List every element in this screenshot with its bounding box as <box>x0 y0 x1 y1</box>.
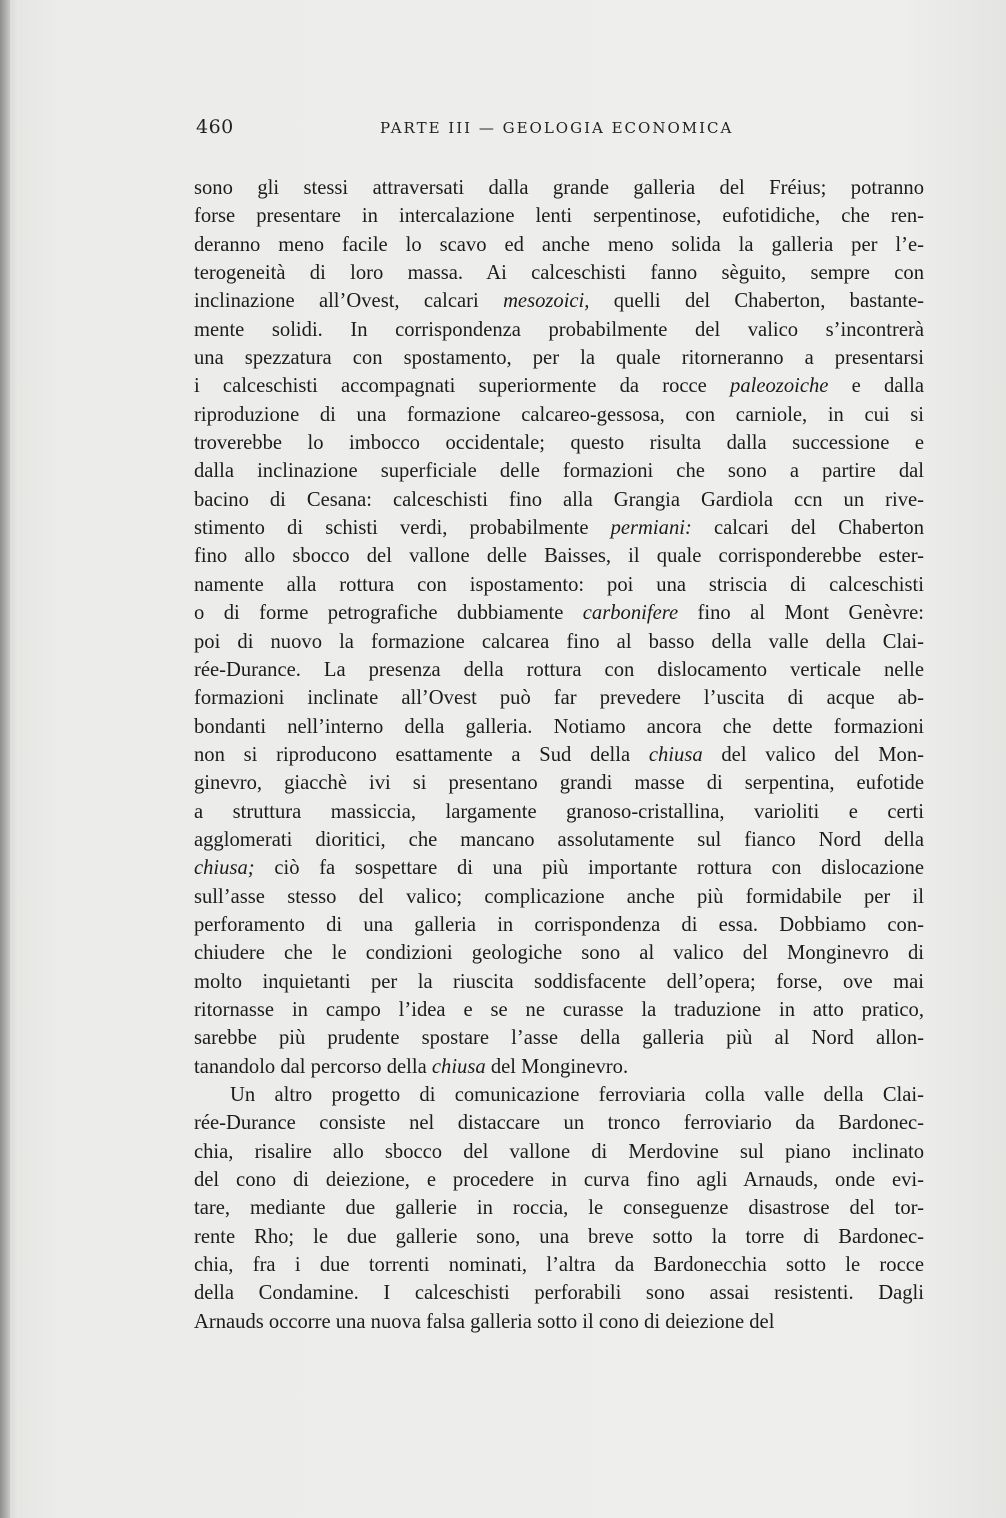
line-text: fino al Mont Genèvre: <box>678 602 924 625</box>
italic-term: carbonifere <box>582 602 679 625</box>
text-line <box>194 457 924 485</box>
text-line <box>194 599 924 627</box>
line-text: bacino di Cesana: calceschisti fino alla Grangia Gardiola ccn un rive- <box>194 488 924 511</box>
line-text: del valico del Mon- <box>702 743 924 766</box>
text-line <box>194 713 924 741</box>
line-text: stimento di schisti verdi, probabilmente <box>194 517 611 540</box>
text-line <box>194 401 924 429</box>
text-line <box>194 883 924 911</box>
line-text: calcari del Chaberton <box>691 517 924 540</box>
line-text: fino allo sbocco del vallone delle Baisses, il quale corrisponderebbe ester- <box>194 545 924 568</box>
line-text: sono gli stessi attraversati dalla grande galleria del Fréius; potranno <box>194 177 924 199</box>
text-line <box>194 656 924 684</box>
text-line <box>194 1251 924 1279</box>
text-line <box>194 1308 924 1336</box>
text-line <box>194 684 924 712</box>
text-line <box>194 826 924 854</box>
line-text: rente Rho; le due gallerie sono, una breve sotto la torre di Bardonec- <box>194 1225 924 1248</box>
text-line <box>194 429 924 457</box>
italic-term: chiusa <box>431 1055 486 1078</box>
line-text: a struttura massiccia, largamente granoso-cristallina, varioliti e certi <box>194 800 924 823</box>
text-line <box>194 1024 924 1052</box>
text-line <box>194 1166 924 1194</box>
page-binding-edge <box>0 0 10 1518</box>
italic-term: permiani: <box>610 517 692 540</box>
line-text: agglomerati dioritici, che mancano assolutamente sul fianco Nord della <box>194 828 924 851</box>
line-text: ginevro, giacchè ivi si presentano grandi masse di serpentina, eufotide <box>194 772 924 795</box>
line-text: tare, mediante due gallerie in roccia, le conseguenze disastrose del tor- <box>194 1197 924 1220</box>
line-text: bondanti nell’interno della galleria. Notiamo ancora che dette formazioni <box>194 715 924 738</box>
text-line <box>194 542 924 570</box>
text-line <box>194 1109 924 1137</box>
text-line <box>194 231 924 259</box>
text-line <box>194 628 924 656</box>
line-text: poi di nuovo la formazione calcarea fino al basso della valle della Clai- <box>194 630 924 653</box>
text-line <box>194 1081 924 1109</box>
line-text: forse presentare in intercalazione lenti serpentinose, eufotidiche, che ren- <box>194 205 924 228</box>
text-line <box>194 911 924 939</box>
text-line <box>194 202 924 230</box>
line-text: inclinazione all’Ovest, calcari <box>194 290 504 313</box>
line-text: troverebbe lo imbocco occidentale; questo risulta dalla successione e <box>194 432 924 455</box>
line-text: ciò fa sospettare di una più importante rottura con dislocazione <box>254 857 924 880</box>
text-line <box>194 1138 924 1166</box>
running-head: PARTE III — GEOLOGIA ECONOMICA <box>380 119 734 137</box>
text-line <box>194 741 924 769</box>
line-text: una spezzatura con spostamento, per la quale ritorneranno a presentarsi <box>194 347 924 370</box>
line-text: Un altro progetto di comunicazione ferroviaria colla valle della Clai- <box>230 1084 924 1106</box>
line-text: dalla inclinazione superficiale delle formazioni che sono a partire dal <box>194 460 924 483</box>
line-text: molto inquietanti per la riuscita soddisfacente dell’opera; forse, ove mai <box>194 970 924 993</box>
text-line <box>194 798 924 826</box>
line-text: chia, fra i due torrenti nominati, l’altra da Bardonecchia sotto le rocce <box>194 1254 924 1277</box>
italic-term: paleozoiche <box>730 375 829 398</box>
line-text: Arnauds occorre una nuova falsa galleria sotto il cono di deiezione del <box>194 1310 775 1333</box>
line-text: chiudere che le condizioni geologiche sono al valico del Monginevro di <box>194 942 924 965</box>
line-text: del Monginevro. <box>485 1055 629 1078</box>
text-line <box>194 174 924 202</box>
line-text: mente solidi. In corrispondenza probabilmente del valico s’incontrerà <box>194 318 924 341</box>
line-text: e dalla <box>828 375 924 398</box>
text-line <box>194 1053 924 1081</box>
page-header <box>196 116 922 142</box>
text-line <box>194 571 924 599</box>
text-line <box>194 1223 924 1251</box>
text-line <box>194 287 924 315</box>
line-text: sarebbe più prudente spostare l’asse della galleria più al Nord allon- <box>194 1027 924 1050</box>
line-text: rée-Durance consiste nel distaccare un tronco ferroviario da Bardonec- <box>194 1112 924 1135</box>
text-line <box>194 514 924 542</box>
italic-term: chiusa <box>648 743 703 766</box>
line-text: sull’asse stesso del valico; complicazione anche più formidabile per il <box>194 885 924 908</box>
line-text: rée-Durance. La presenza della rottura con dislocamento verticale nelle <box>194 658 924 681</box>
text-line <box>194 968 924 996</box>
text-line <box>194 344 924 372</box>
line-text: namente alla rottura con ispostamento: poi una striscia di calceschisti <box>194 573 924 596</box>
italic-term: chiusa; <box>194 857 255 880</box>
text-line <box>194 996 924 1024</box>
line-text: perforamento di una galleria in corrispondenza di essa. Dobbiamo con- <box>194 913 924 936</box>
text-line <box>194 939 924 967</box>
line-text: i calceschisti accompagnati superiormente da rocce <box>194 375 731 398</box>
line-text: del cono di deiezione, e procedere in curva fino agli Arnauds, onde evi- <box>194 1169 924 1192</box>
text-line <box>194 316 924 344</box>
line-text: riproduzione di una formazione calcareo-gessosa, con carniole, in cui si <box>194 403 924 426</box>
page-number: 460 <box>196 116 234 138</box>
text-line <box>194 486 924 514</box>
line-text: o di forme petrografiche dubbiamente <box>194 602 583 625</box>
line-text: ritornasse in campo l’idea e se ne curasse la traduzione in atto pratico, <box>194 998 924 1021</box>
line-text: tanandolo dal percorso della <box>194 1055 432 1078</box>
text-line <box>194 1194 924 1222</box>
line-text: deranno meno facile lo scavo ed anche meno solida la galleria per l’e- <box>194 233 924 256</box>
line-text: non si riproducono esattamente a Sud della <box>194 743 649 766</box>
line-text: quelli del Chaberton, bastante- <box>589 290 924 313</box>
line-text: formazioni inclinate all’Ovest può far prevedere l’uscita di acque ab- <box>194 687 924 710</box>
text-line <box>194 372 924 400</box>
line-text: chia, risalire allo sbocco del vallone di Merdovine sul piano inclinato <box>194 1140 924 1163</box>
text-line <box>194 1279 924 1307</box>
body-text <box>194 174 924 1336</box>
text-line <box>194 854 924 882</box>
italic-term: mesozoici, <box>503 290 590 313</box>
text-line <box>194 259 924 287</box>
line-text: della Condamine. I calceschisti perforabili sono assai resistenti. Dagli <box>194 1282 924 1305</box>
line-text: terogeneità di loro massa. Ai calceschisti fanno sèguito, sempre con <box>194 262 924 285</box>
text-line <box>194 769 924 797</box>
